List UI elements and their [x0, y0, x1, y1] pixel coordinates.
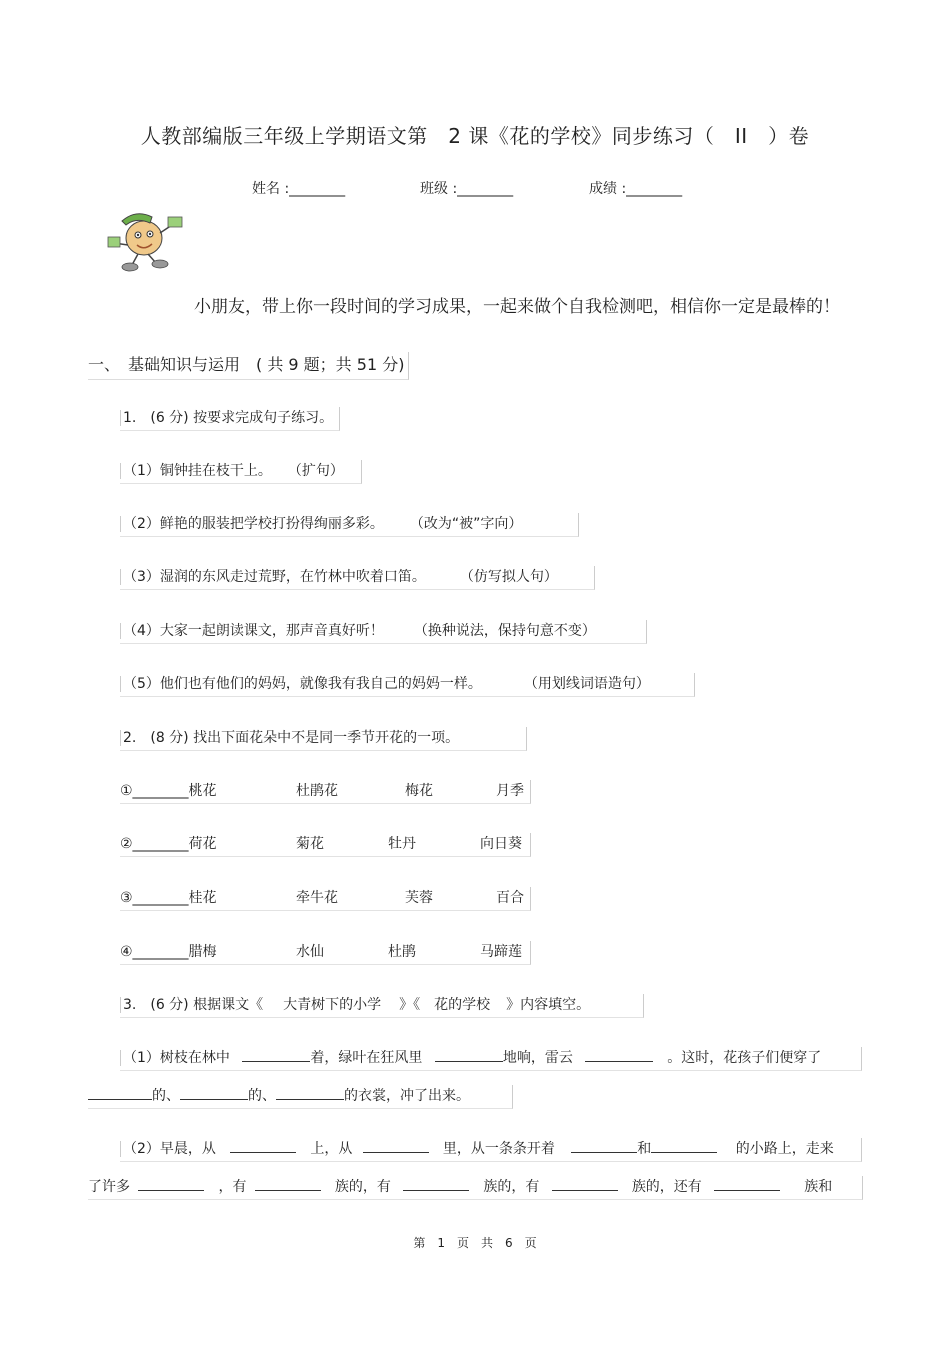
q3-text: 地响，雷云: [502, 1050, 573, 1066]
q1-item-text: （1）铜钟挂在枝干上。: [120, 463, 272, 479]
page-footer: 第 1 页 共 6 页: [413, 1236, 537, 1250]
fill-blank[interactable]: [255, 1176, 321, 1191]
question-2-title: [120, 727, 527, 751]
q3-text: 里，从一条条开着: [442, 1141, 555, 1157]
q2-option-flower: 梅花: [405, 783, 433, 799]
q3-text: 了许多: [88, 1179, 130, 1195]
q3-text: 着，绿叶在狂风里: [310, 1050, 423, 1066]
q2-option-row-4: [120, 941, 531, 965]
fill-blank[interactable]: [571, 1138, 637, 1153]
class-blank: ________: [457, 181, 514, 197]
q1-item-hint: （改为“被”字向）: [409, 516, 523, 532]
q3-text: 的、: [152, 1088, 180, 1104]
q3-text: 族的，还有: [631, 1179, 702, 1195]
q1-item-hint: （仿写拟人句）: [459, 569, 558, 585]
q3-text: 的衣裳，冲了出来。: [344, 1088, 470, 1104]
q3-text: ，有: [218, 1179, 247, 1195]
q1-item-hint: （用划线词语造句）: [523, 676, 650, 692]
q3-text: 和: [637, 1141, 652, 1157]
q1-item-hint: （扩句）: [287, 463, 344, 479]
q3-text: （2）早晨，从: [120, 1141, 216, 1157]
q3-lesson-title: 大青树下的小学: [283, 997, 382, 1013]
fill-blank[interactable]: [403, 1176, 469, 1191]
question-1-text: 1. (6 分) 按要求完成句子练习。: [120, 410, 333, 426]
q3-text: 的、: [248, 1088, 276, 1104]
q3-text: 的小路上，走来: [735, 1141, 834, 1157]
q1-item-text: （5）他们也有他们的妈妈，就像我有我自己的妈妈一样。: [120, 676, 482, 692]
q1-item-2: [120, 513, 579, 537]
q3-text: 族和: [804, 1179, 833, 1195]
q1-item-5: [120, 673, 695, 697]
fill-blank[interactable]: [242, 1047, 310, 1062]
class-field: [420, 178, 513, 198]
fill-blank[interactable]: [585, 1047, 653, 1062]
fill-blank[interactable]: [651, 1138, 717, 1153]
q3-text: 。这时，花孩子们便穿了: [667, 1050, 822, 1066]
q2-option-flower: 向日葵: [480, 836, 522, 852]
q2-option-flower: 马蹄莲: [480, 944, 522, 960]
q2-option-flower: 水仙: [296, 944, 324, 960]
q2-option-first: ①________桃花: [120, 783, 217, 799]
q2-option-flower: 牡丹: [388, 836, 416, 852]
q3-title-part: 》内容填空。: [506, 997, 591, 1013]
q1-item-1: [120, 460, 362, 484]
q2-option-flower: 牵牛花: [296, 890, 338, 906]
score-blank: ________: [626, 181, 683, 197]
fill-blank[interactable]: [180, 1085, 248, 1100]
q3-text: 族的，有: [483, 1179, 540, 1195]
q3-text: 族的，有: [334, 1179, 391, 1195]
fill-blank[interactable]: [363, 1138, 429, 1153]
name-blank: ________: [289, 181, 346, 197]
q2-option-flower: 菊花: [296, 836, 324, 852]
fill-blank[interactable]: [88, 1085, 152, 1100]
q2-option-row-2: [120, 833, 531, 857]
fill-blank[interactable]: [714, 1176, 780, 1191]
fill-blank[interactable]: [138, 1176, 204, 1191]
q3-title-part: 》《 花的学校: [399, 997, 491, 1013]
q2-option-first: ②________荷花: [120, 836, 217, 852]
score-label: 成绩 :: [589, 181, 627, 197]
fill-blank[interactable]: [230, 1138, 296, 1153]
q1-item-3: [120, 566, 595, 590]
q3-title-part: 3. (6 分) 根据课文《: [120, 997, 263, 1013]
q2-option-flower: 杜鹃: [388, 944, 416, 960]
q3-text: （1）树枝在林中: [120, 1050, 230, 1066]
q1-item-text: （4）大家一起朗读课文，那声音真好听！: [120, 623, 384, 639]
q3-paragraph-2-line-1: [120, 1138, 862, 1162]
q2-option-flower: 百合: [496, 890, 524, 906]
q2-option-first: ④________腊梅: [120, 944, 217, 960]
section-heading: 一、 基础知识与运用 ( 共 9 题；共 51 分): [88, 352, 409, 380]
question-1-title: [120, 407, 340, 431]
q3-paragraph-2-line-2: [88, 1176, 863, 1200]
fill-blank[interactable]: [435, 1047, 503, 1062]
q2-option-first: ③________桂花: [120, 890, 217, 906]
fill-blank[interactable]: [552, 1176, 618, 1191]
q1-item-text: （2）鲜艳的服装把学校打扮得绚丽多彩。: [120, 516, 384, 532]
score-field: [589, 178, 682, 198]
page-title: 人教部编版三年级上学期语文第 2 课《花的学校》同步练习（ II ）卷: [140, 124, 810, 148]
name-label: 姓名 :: [252, 181, 290, 197]
q2-option-row-1: [120, 780, 531, 804]
fill-blank[interactable]: [276, 1085, 344, 1100]
name-field: [252, 178, 345, 198]
class-label: 班级 :: [420, 181, 458, 197]
q1-item-4: [120, 620, 647, 644]
q3-paragraph-1-line-2: [88, 1085, 513, 1109]
q3-paragraph-1-line-1: [120, 1047, 862, 1071]
q1-item-hint: （换种说法，保持句意不变）: [413, 623, 596, 639]
mascot-illustration: [106, 207, 186, 273]
question-2-text: 2. (8 分) 找出下面花朵中不是同一季节开花的一项。: [120, 730, 459, 746]
q2-option-flower: 芙蓉: [405, 890, 433, 906]
q3-text: 上，从: [310, 1141, 353, 1157]
q1-item-text: （3）湿润的东风走过荒野，在竹林中吹着口笛。: [120, 569, 426, 585]
q2-option-flower: 月季: [496, 783, 524, 799]
question-3-title: [120, 994, 644, 1018]
intro-text: 小朋友，带上你一段时间的学习成果，一起来做个自我检测吧，相信你一定是最棒的！: [194, 297, 840, 317]
q2-option-flower: 杜鹃花: [296, 783, 338, 799]
q2-option-row-3: [120, 887, 531, 911]
